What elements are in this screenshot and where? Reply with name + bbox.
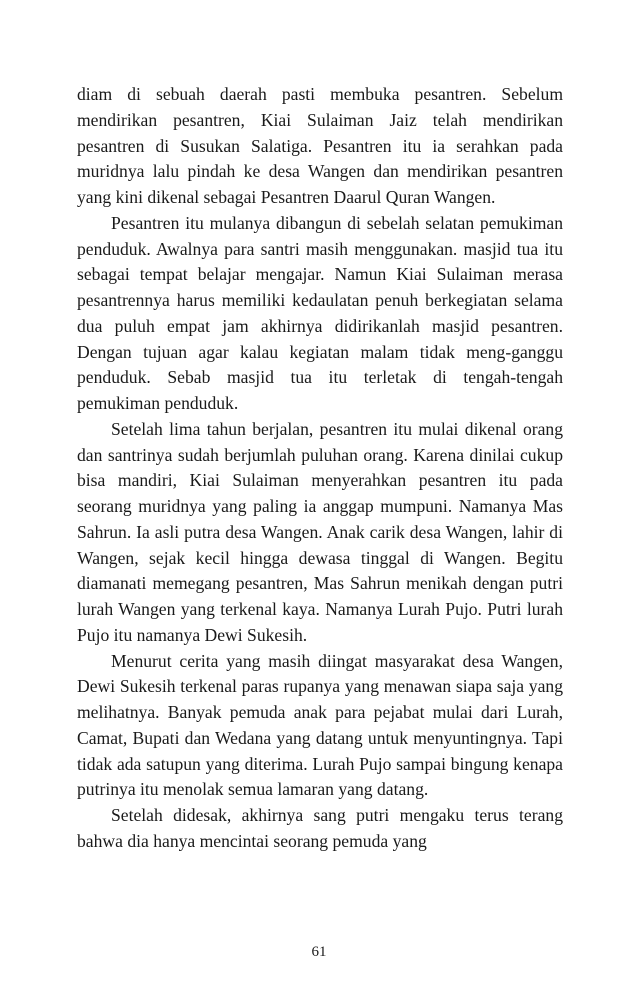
paragraph-continuation: diam di sebuah daerah pasti membuka pesantren. Sebelum mendirikan pesantren, Kiai Sulaiman Jaiz telah mendirikan pesantren di Susukan Salatiga. Pesantren itu ia serahkan pada muridnya lalu pindah ke desa Wangen dan mendirikan pesantren yang kini dikenal sebagai Pesantren Daarul Quran Wangen.: [77, 84, 563, 207]
paragraph: Menurut cerita yang masih diingat masyarakat desa Wangen, Dewi Sukesih terkenal paras rupanya yang menawan siapa saja yang melihatnya. Banyak pemuda anak para pejabat mulai dari Lurah, Camat, Bupati dan Wedana yang datang untuk menyuntingnya. Tapi tidak ada satupun yang diterima. Lurah Pujo sampai bingung kenapa putrinya itu menolak semua lamaran yang datang.: [77, 650, 563, 800]
page-number: 61: [311, 944, 327, 960]
paragraph: Pesantren itu mulanya dibangun di sebelah selatan pemukiman penduduk. Awalnya para santri masih menggunakan. masjid tua itu sebagai tempat belajar mengajar. Namun Kiai Sulaiman merasa pesantrennya harus memiliki kedaulatan penuh berkegiatan selama dua puluh empat jam akhirnya didirikanlah masjid pesantren. Dengan tujuan agar kalau kegiatan malam tidak meng-ganggu penduduk. Sebab masjid tua itu terletak di tengah-tengah pemukiman penduduk.: [77, 212, 563, 413]
paragraph: Setelah didesak, akhirnya sang putri mengaku terus terang bahwa dia hanya mencintai seorang pemuda yang: [77, 805, 563, 851]
paragraph: Setelah lima tahun berjalan, pesantren itu mulai dikenal orang dan santrinya sudah berjumlah puluhan orang. Karena dinilai cukup bisa mandiri, Kiai Sulaiman menyerahkan pesantren itu pada seorang muridnya yang paling ia anggap mumpuni. Namanya Mas Sahrun. Ia asli putra desa Wangen. Anak carik desa Wangen, lahir di Wangen, sejak kecil hingga dewasa tinggal di Wangen. Begitu diamanati memegang pesantren, Mas Sahrun menikah dengan putri lurah Wangen yang terkenal kaya. Namanya Lurah Pujo. Putri lurah Pujo itu namanya Dewi Sukesih.: [77, 418, 563, 645]
body-text: [77, 82, 563, 855]
